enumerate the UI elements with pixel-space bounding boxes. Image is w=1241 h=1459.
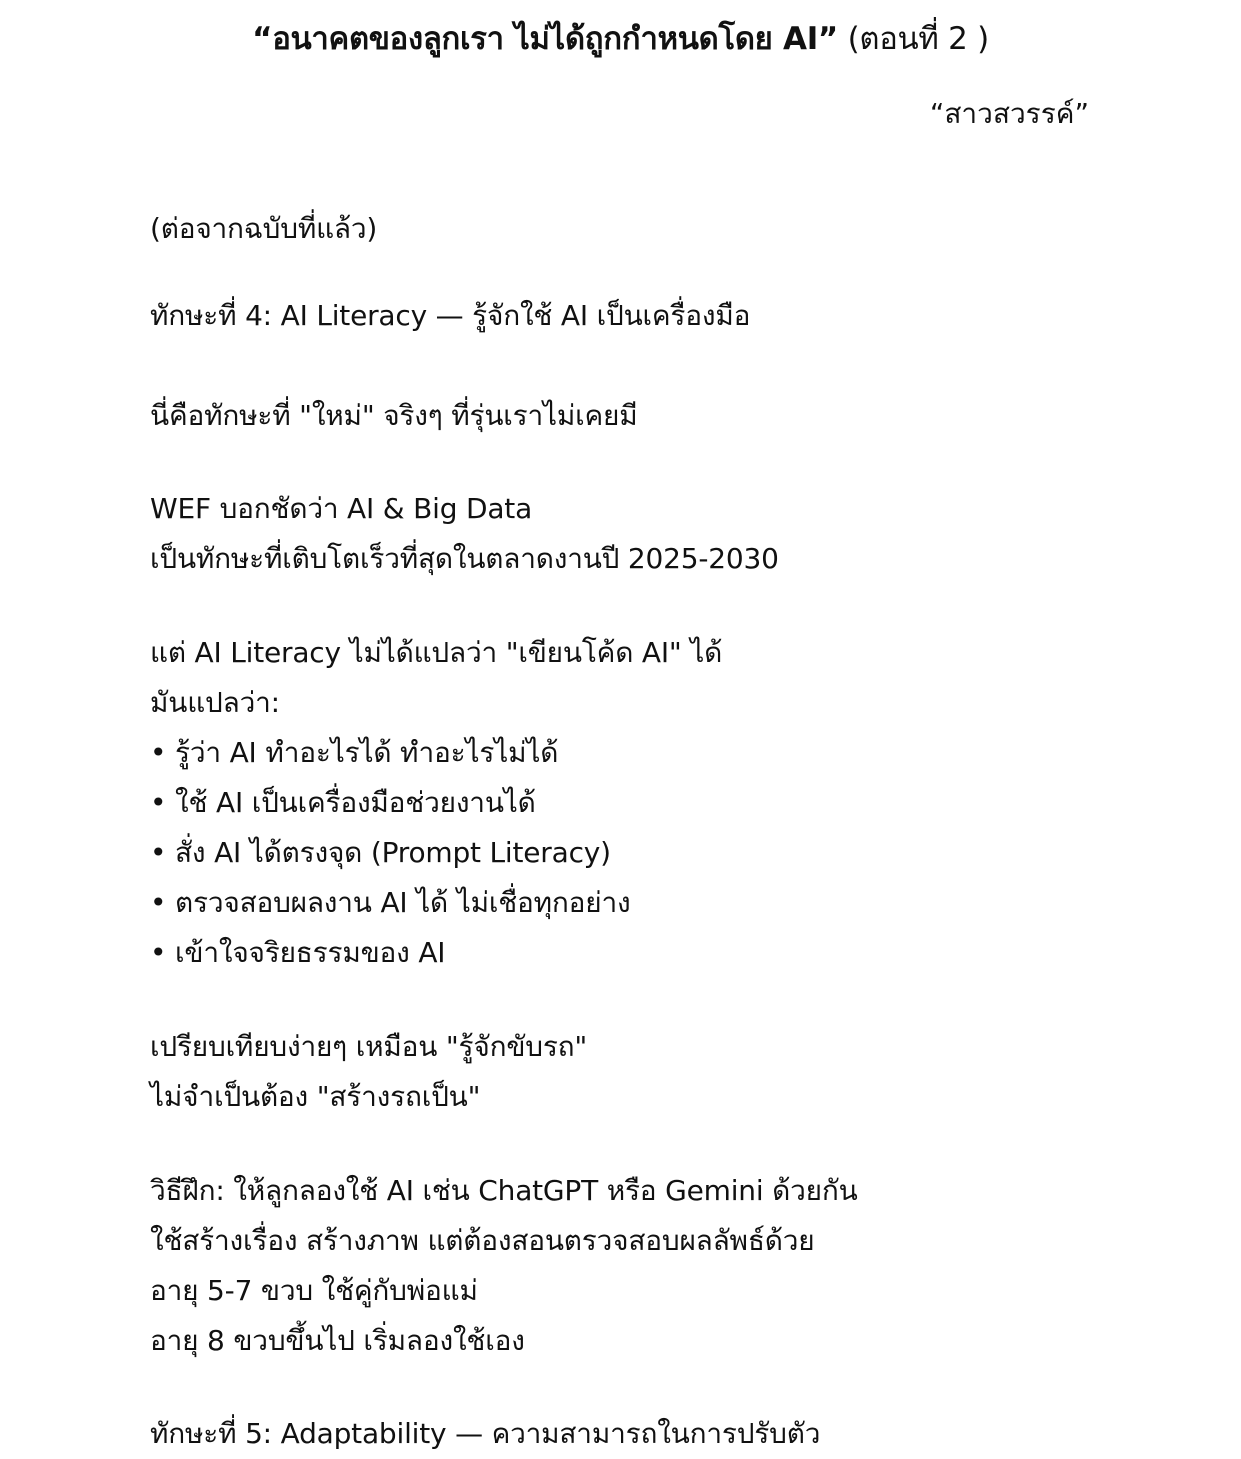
list-item: • สั่ง AI ได้ตรงจุด (Prompt Literacy): [150, 836, 611, 869]
compare-line-1: เปรียบเทียบง่ายๆ เหมือน "รู้จักขับรถ": [150, 1030, 588, 1063]
article-body: [150, 204, 1150, 1459]
list-item: • เข้าใจจริยธรรมของ AI: [150, 936, 446, 969]
list-item: • ตรวจสอบผลงาน AI ได้ ไม่เชื่อทุกอย่าง: [150, 886, 631, 919]
meaning-line-2: มันแปลว่า:: [150, 686, 280, 719]
practice-line: ใช้สร้างเรื่อง สร้างภาพ แต่ต้องสอนตรวจสอบผลลัพธ์ด้วย: [150, 1224, 815, 1257]
intro-text: (ต่อจากฉบับที่แล้ว): [150, 212, 378, 245]
list-item: • รู้ว่า AI ทำอะไรได้ ทำอะไรไม่ได้: [150, 736, 559, 769]
skill-5-heading: ทักษะที่ 5: Adaptability — ความสามารถในการปรับตัว: [150, 1417, 821, 1450]
practice-line: อายุ 5-7 ขวบ ใช้คู่กับพ่อแม่: [150, 1274, 478, 1307]
article-title: [0, 16, 1241, 62]
meaning-line-1: แต่ AI Literacy ไม่ได้แปลว่า "เขียนโค้ด AI" ได้: [150, 636, 723, 669]
compare-line-2: ไม่จำเป็นต้อง "สร้างรถเป็น": [150, 1080, 481, 1113]
skill-4-heading: ทักษะที่ 4: AI Literacy — รู้จักใช้ AI เป็นเครื่องมือ: [150, 299, 751, 332]
practice-line: วิธีฝึก: ให้ลูกลองใช้ AI เช่น ChatGPT หรือ Gemini ด้วยกัน: [150, 1174, 858, 1207]
title-part-number: (ตอนที่ 2 ): [838, 21, 989, 57]
list-item: • ใช้ AI เป็นเครื่องมือช่วยงานได้: [150, 786, 536, 819]
practice-line: อายุ 8 ขวบขึ้นไป เริ่มลองใช้เอง: [150, 1324, 525, 1357]
author-name: “สาวสวรรค์”: [929, 97, 1089, 130]
title-main: “อนาคตของลูกเรา ไม่ได้ถูกกำหนดโดย AI”: [252, 21, 839, 57]
wef-line-1: WEF บอกชัดว่า AI & Big Data: [150, 492, 533, 525]
skill-4-new-text: นี่คือทักษะที่ "ใหม่" จริงๆ ที่รุ่นเราไม่เคยมี: [150, 399, 638, 432]
wef-line-2: เป็นทักษะที่เติบโตเร็วที่สุดในตลาดงานปี 2025-2030: [150, 542, 779, 575]
